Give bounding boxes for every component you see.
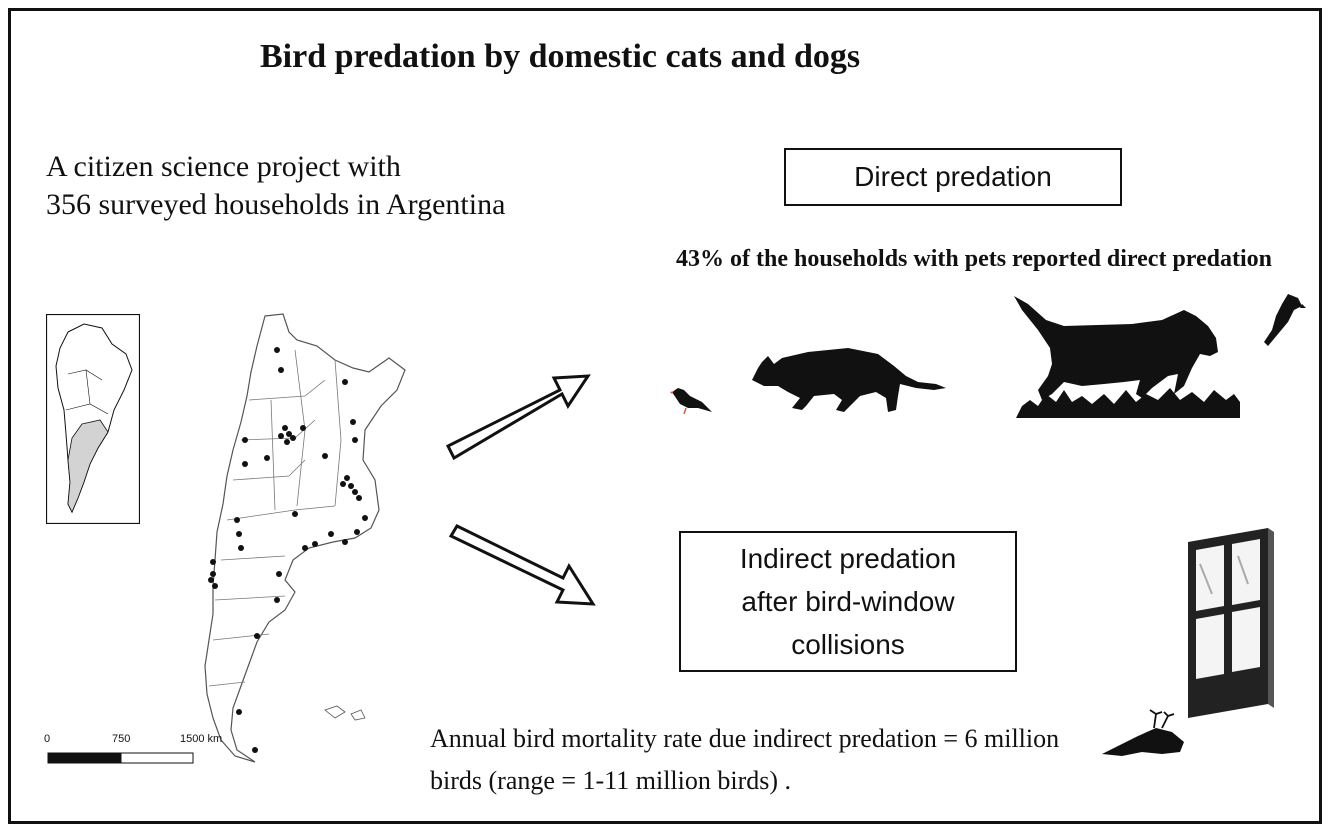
arrow-to-indirect bbox=[445, 520, 605, 620]
south-america-inset-map bbox=[46, 314, 140, 524]
figure-title: Bird predation by domestic cats and dogs bbox=[260, 38, 861, 75]
direct-predation-box bbox=[784, 148, 1122, 206]
indirect-predation-finding: Annual bird mortality rate due indirect predation = 6 million birds (range = 1-11 million birds) . bbox=[430, 724, 1060, 795]
arrow-to-direct bbox=[440, 360, 600, 470]
argentina-province-map bbox=[185, 310, 410, 780]
intro-line-2: 356 surveyed households in Argentina bbox=[46, 188, 506, 221]
scale-bar bbox=[47, 751, 195, 767]
indirect-predation-box bbox=[679, 531, 1017, 672]
scale-label-1500: 1500 km bbox=[180, 733, 223, 745]
fallen-bird-icon bbox=[1098, 706, 1188, 762]
scale-label-750: 750 bbox=[112, 733, 131, 745]
small-bird-icon bbox=[668, 382, 714, 416]
window-icon bbox=[1182, 524, 1278, 724]
intro-line-1: A citizen science project with bbox=[46, 150, 401, 183]
direct-predation-finding: 43% of the households with pets reported direct predation bbox=[676, 246, 1273, 272]
intro-text bbox=[46, 148, 505, 224]
indirect-box-line-3: collisions bbox=[791, 629, 905, 660]
indirect-box-line-2: after bird-window bbox=[741, 586, 955, 617]
scale-label-0: 0 bbox=[44, 733, 51, 745]
perched-bird-icon bbox=[1258, 290, 1306, 350]
direct-predation-label: Direct predation bbox=[854, 161, 1052, 192]
dog-silhouette-icon bbox=[1012, 290, 1244, 420]
cat-silhouette-icon bbox=[748, 346, 948, 416]
indirect-box-line-1: Indirect predation bbox=[739, 543, 957, 574]
